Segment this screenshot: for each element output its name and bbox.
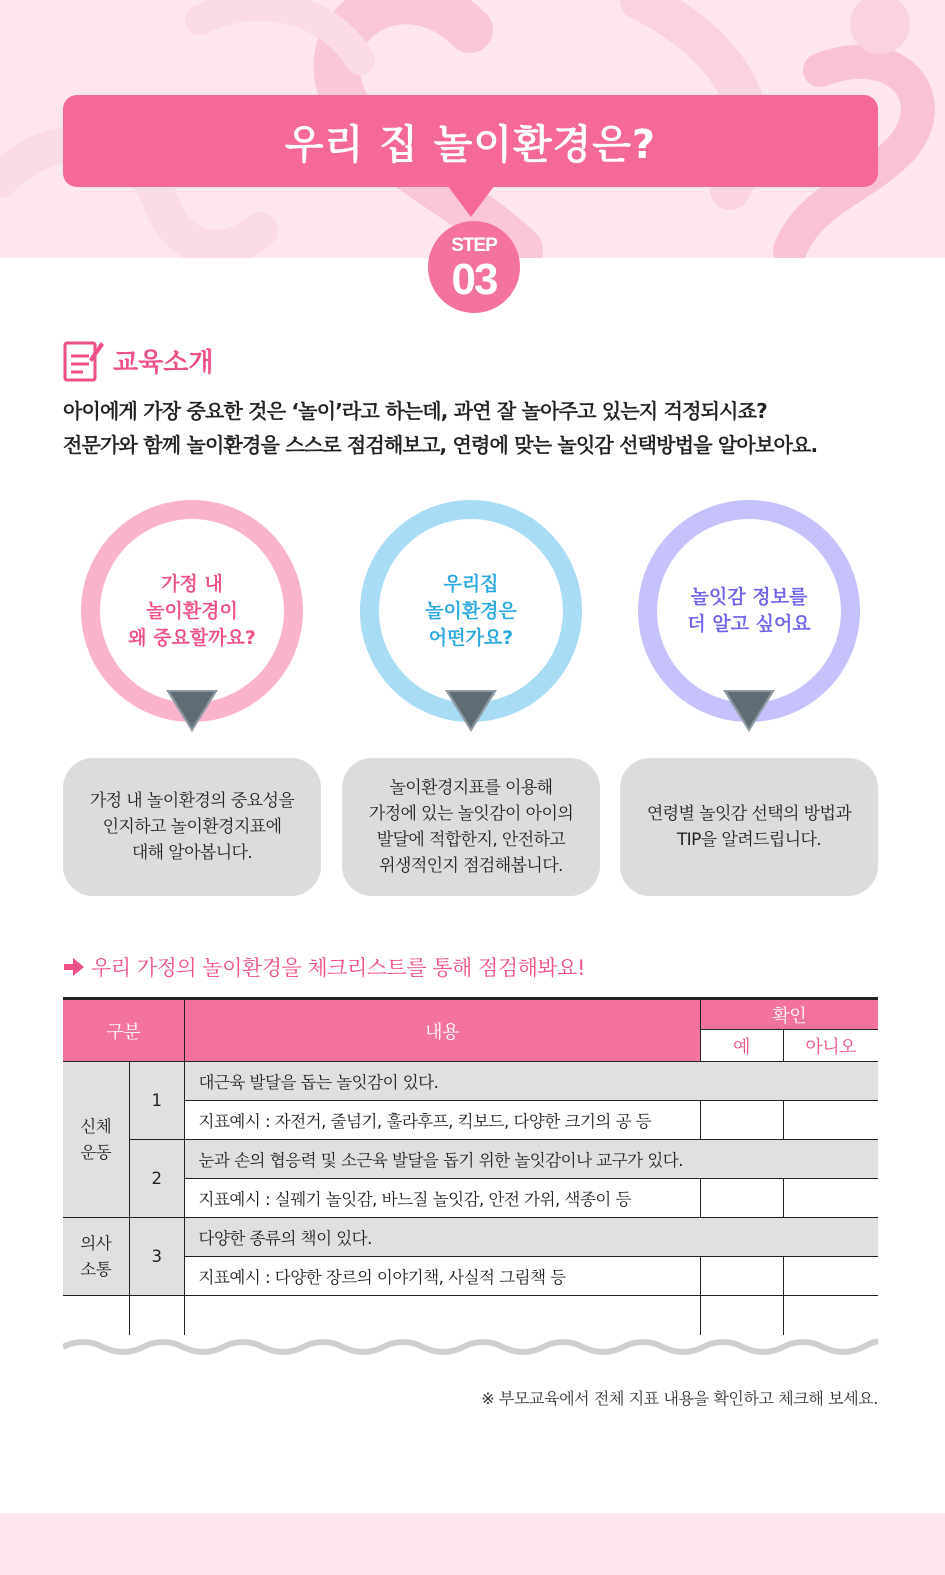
table-row bbox=[63, 1257, 878, 1296]
intro-heading bbox=[63, 337, 213, 383]
table-row bbox=[63, 1179, 878, 1218]
footnote: ※ 부모교육에서 전체 지표 내용을 확인하고 체크해 보세요. bbox=[481, 1389, 878, 1408]
item-text: 다양한 종류의 책이 있다. bbox=[184, 1218, 878, 1257]
topic-description-card bbox=[342, 758, 600, 896]
table-row-empty bbox=[63, 1296, 878, 1335]
page-title: 우리 집 놀이환경은? bbox=[63, 95, 878, 187]
topic-circle-toy-info bbox=[638, 500, 860, 722]
checkbox-no[interactable] bbox=[783, 1179, 878, 1218]
table-row bbox=[63, 1101, 878, 1140]
topic-pointer-shade bbox=[449, 692, 493, 728]
step-number: 03 bbox=[451, 255, 497, 304]
topic-description: 가정 내 놀이환경의 중요성을 인지하고 놀이환경지표에 대해 알아봅니다. bbox=[89, 791, 295, 863]
col-header-confirm: 확인 bbox=[700, 999, 878, 1030]
checkbox-yes[interactable] bbox=[700, 1179, 783, 1218]
checkbox-yes[interactable] bbox=[700, 1257, 783, 1296]
col-header-category: 구분 bbox=[63, 999, 184, 1062]
topic-circle-our-home bbox=[360, 500, 582, 722]
topic-question: 놀잇감 정보를 더 알고 싶어요 bbox=[687, 586, 811, 635]
item-number: 1 bbox=[129, 1062, 184, 1140]
topic-description: 놀이환경지표를 이용해 가정에 있는 놀잇감이 아이의 발달에 적합한지, 안전하고 위생적인지 점검해봅니다. bbox=[368, 778, 574, 876]
checkbox-no[interactable] bbox=[783, 1257, 878, 1296]
topic-pointer-shade bbox=[727, 692, 771, 728]
item-example: 지표예시 : 자전거, 줄넘기, 훌라후프, 킥보드, 다양한 크기의 공 등 bbox=[184, 1101, 700, 1140]
checklist-heading bbox=[63, 952, 585, 982]
topic-question: 우리집 놀이환경은 어떤가요? bbox=[425, 572, 517, 649]
intro-line-1: 아이에게 가장 중요한 것은 ‘놀이’라고 하는데, 과연 잘 놀아주고 있는지 걱정되시죠? bbox=[63, 399, 767, 423]
intro-heading-text: 교육소개 bbox=[113, 347, 214, 378]
topic-pointer-shade bbox=[170, 692, 214, 728]
item-example: 지표예시 : 다양한 장르의 이야기책, 사실적 그림책 등 bbox=[184, 1257, 700, 1296]
item-number: 2 bbox=[129, 1140, 184, 1218]
col-header-no: 아니오 bbox=[783, 1030, 878, 1062]
category-cell: 의사 소통 bbox=[63, 1218, 129, 1296]
item-text: 대근육 발달을 돕는 놀잇감이 있다. bbox=[184, 1062, 878, 1101]
item-example: 지표예시 : 실꿰기 놀잇감, 바느질 놀잇감, 안전 가위, 색종이 등 bbox=[184, 1179, 700, 1218]
title-pointer bbox=[447, 185, 495, 217]
item-number: 3 bbox=[129, 1218, 184, 1296]
checkbox-yes[interactable] bbox=[700, 1101, 783, 1140]
checkbox-no[interactable] bbox=[783, 1101, 878, 1140]
col-header-yes: 예 bbox=[700, 1030, 783, 1062]
topic-description: 연령별 놀잇감 선택의 방법과 TIP을 알려드립니다. bbox=[646, 804, 852, 850]
col-header-content: 내용 bbox=[184, 999, 700, 1062]
empty-cell bbox=[63, 1296, 129, 1335]
table-row bbox=[63, 1218, 878, 1257]
table-row bbox=[63, 1140, 878, 1179]
arrow-right-icon bbox=[63, 957, 85, 977]
checklist-heading-text: 우리 가정의 놀이환경을 체크리스트를 통해 점검해봐요! bbox=[91, 956, 585, 980]
empty-cell bbox=[129, 1296, 184, 1335]
topic-circle-why-important bbox=[81, 500, 303, 722]
table-row bbox=[63, 1062, 878, 1101]
step-badge bbox=[428, 221, 520, 313]
item-text: 눈과 손의 협응력 및 소근육 발달을 돕기 위한 놀잇감이나 교구가 있다. bbox=[184, 1140, 878, 1179]
step-label: STEP bbox=[451, 235, 497, 256]
intro-line-2: 전문가와 함께 놀이환경을 스스로 점검해보고, 연령에 맞는 놀잇감 선택방법을 알아보아요. bbox=[63, 433, 818, 457]
topic-description-card bbox=[63, 758, 321, 896]
topic-question: 가정 내 놀이환경이 왜 중요할까요? bbox=[128, 572, 256, 649]
topic-description-card bbox=[620, 758, 878, 896]
memo-pencil-icon bbox=[63, 337, 105, 383]
category-cell: 신체 운동 bbox=[63, 1062, 129, 1218]
checklist-table bbox=[63, 997, 878, 1335]
bottom-band bbox=[0, 1513, 945, 1575]
torn-edge-divider bbox=[63, 1335, 878, 1357]
empty-cell bbox=[783, 1296, 878, 1335]
empty-cell bbox=[700, 1296, 783, 1335]
empty-cell bbox=[184, 1296, 700, 1335]
